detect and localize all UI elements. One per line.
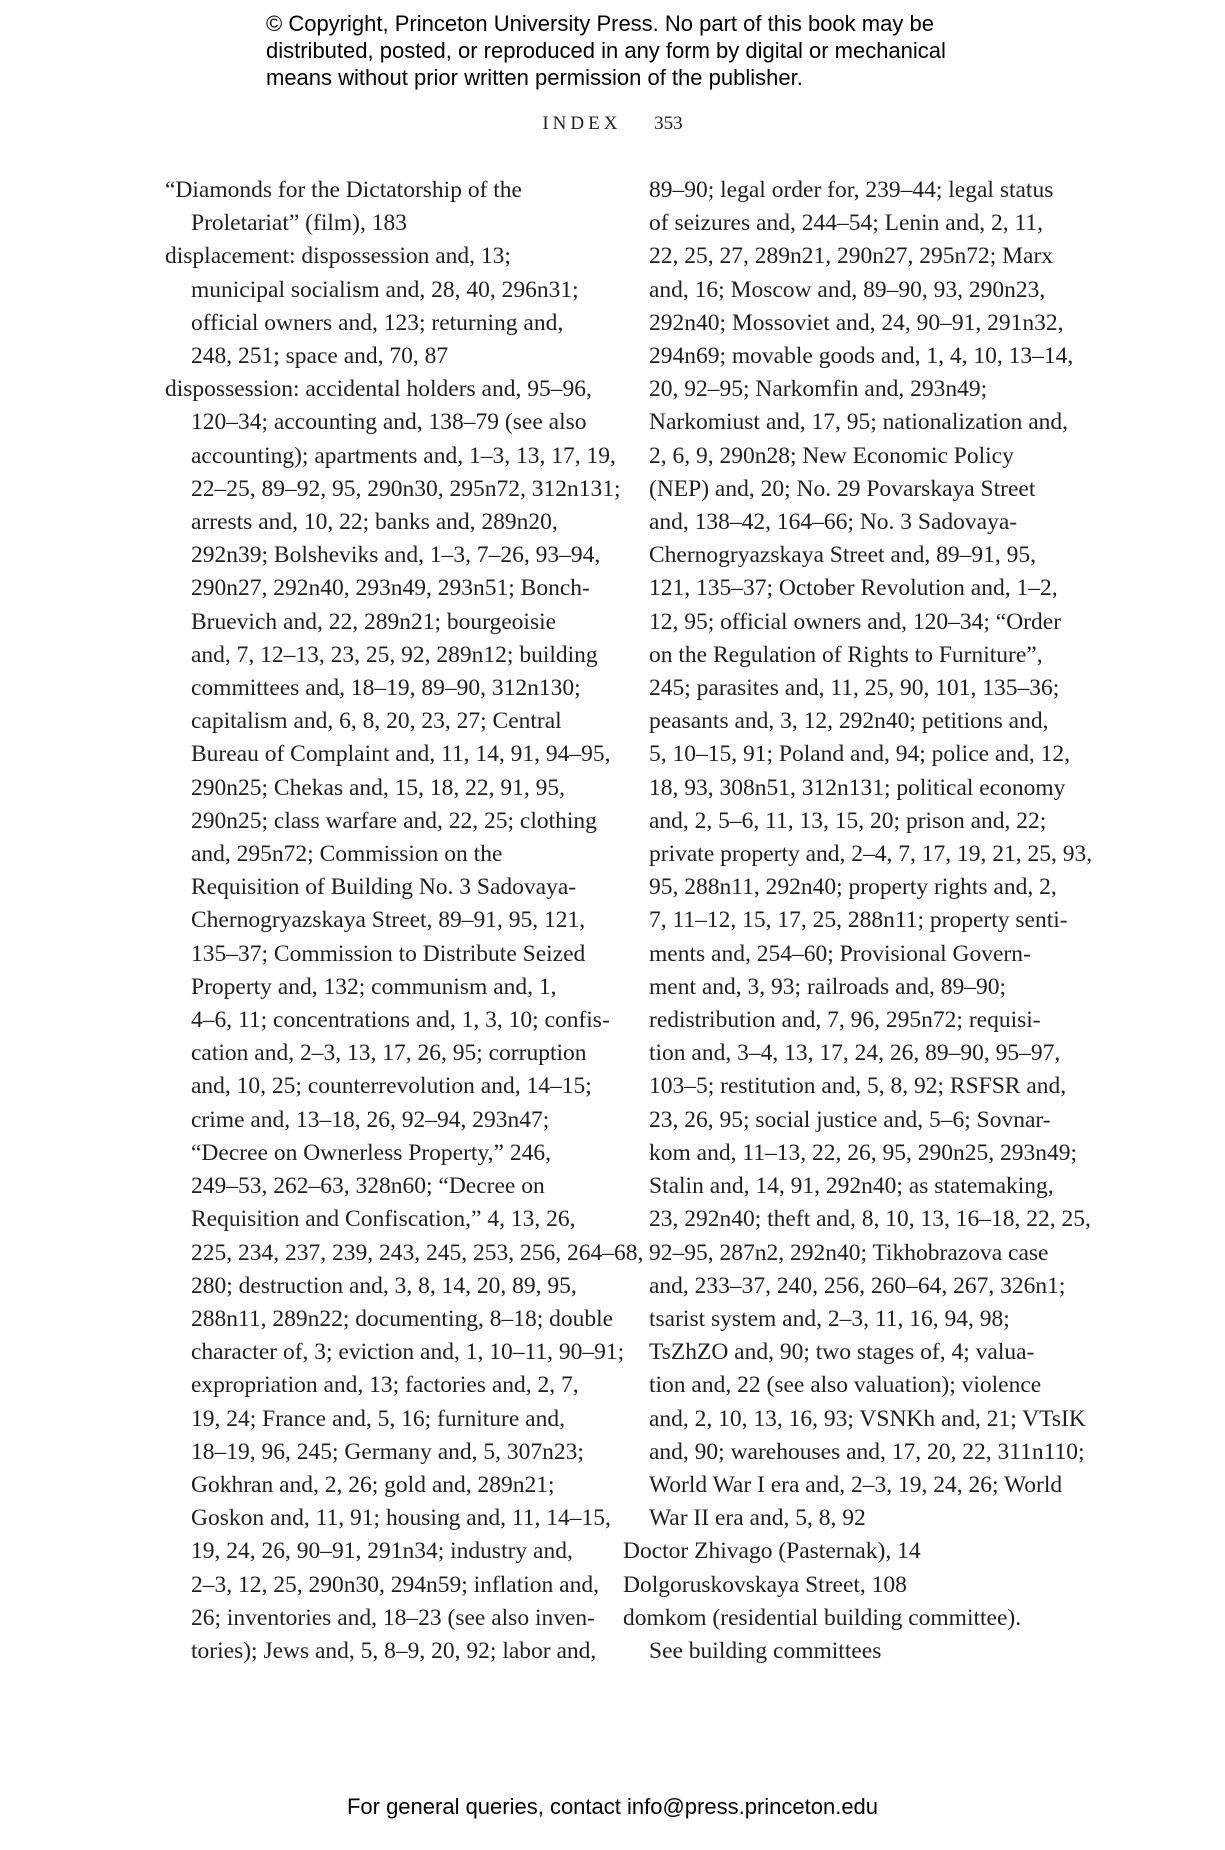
index-line: tion and, 3–4, 13, 17, 24, 26, 89–90, 95–97, (649, 1040, 1061, 1067)
index-line: arrests and, 10, 22; banks and, 289n20, (191, 509, 558, 536)
index-line: See building committees (649, 1637, 882, 1664)
index-line: “Decree on Ownerless Property,” 246, (191, 1139, 551, 1166)
index-line: accounting); apartments and, 1–3, 13, 17, 19, (191, 442, 616, 469)
copyright-notice: © Copyright, Princeton University Press. No part of this book may be distributed, posted, or reproduced in any form by digital or mechanical means without prior written permission of the publisher. (266, 11, 946, 90)
index-line: and, 10, 25; counterrevolution and, 14–15; (191, 1073, 592, 1100)
index-line: 2–3, 12, 25, 290n30, 294n59; inflation and, (191, 1571, 599, 1598)
index-line: tories); Jews and, 5, 8–9, 20, 92; labor and, (191, 1637, 597, 1664)
index-line: Bruevich and, 22, 289n21; bourgeoisie (191, 608, 557, 635)
index-line: War II era and, 5, 8, 92 (649, 1505, 866, 1532)
index-line: 121, 135–37; October Revolution and, 1–2, (649, 575, 1058, 602)
index-line: Proletariat” (film), 183 (191, 210, 407, 237)
index-line: 18, 93, 308n51, 312n131; political economy (649, 774, 1066, 801)
index-line: private property and, 2–4, 7, 17, 19, 21, 25, 93, (649, 841, 1093, 868)
index-line: 7, 11–12, 15, 17, 25, 288n11; property senti- (649, 907, 1068, 934)
index-line: 288n11, 289n22; documenting, 8–18; double (191, 1305, 614, 1332)
index-line: crime and, 13–18, 26, 92–94, 293n47; (191, 1106, 550, 1133)
index-line: Chernogryazskaya Street and, 89–91, 95, (649, 542, 1036, 569)
index-line: TsZhZO and, 90; two stages of, 4; valua- (649, 1339, 1035, 1366)
index-column-left (165, 174, 644, 1668)
index-line: Bureau of Complaint and, 11, 14, 91, 94–95, (191, 741, 611, 768)
index-line: ments and, 254–60; Provisional Govern- (649, 940, 1031, 967)
index-line: 5, 10–15, 91; Poland and, 94; police and, 12, (649, 741, 1070, 768)
index-line: and, 16; Moscow and, 89–90, 93, 290n23, (649, 276, 1046, 303)
index-line: and, 90; warehouses and, 17, 20, 22, 311n110; (649, 1438, 1085, 1465)
index-line: Property and, 132; communism and, 1, (191, 973, 557, 1000)
index-line: 23, 26, 95; social justice and, 5–6; Sovnar- (649, 1106, 1051, 1133)
index-line: 245; parasites and, 11, 25, 90, 101, 135–36; (649, 675, 1060, 702)
index-line: and, 138–42, 164–66; No. 3 Sadovaya- (649, 509, 1018, 536)
index-line: municipal socialism and, 28, 40, 296n31; (191, 276, 579, 303)
index-line: cation and, 2–3, 13, 17, 26, 95; corruption (191, 1040, 587, 1067)
index-line: 225, 234, 237, 239, 243, 245, 253, 256, 264–68, (191, 1239, 644, 1266)
index-line: Dolgoruskovskaya Street, 108 (623, 1571, 907, 1598)
index-line: 290n27, 292n40, 293n49, 293n51; Bonch- (191, 575, 590, 602)
index-line: 248, 251; space and, 70, 87 (191, 343, 449, 370)
index-line: 103–5; restitution and, 5, 8, 92; RSFSR and, (649, 1073, 1067, 1100)
index-line: 18–19, 96, 245; Germany and, 5, 307n23; (191, 1438, 584, 1465)
index-line: 19, 24, 26, 90–91, 291n34; industry and, (191, 1538, 573, 1565)
index-line: ment and, 3, 93; railroads and, 89–90; (649, 973, 1006, 1000)
index-line: Chernogryazskaya Street, 89–91, 95, 121, (191, 907, 586, 934)
index-line: and, 7, 12–13, 23, 25, 92, 289n12; building (191, 641, 598, 668)
index-line: 292n39; Bolsheviks and, 1–3, 7–26, 93–94, (191, 542, 601, 569)
index-line: expropriation and, 13; factories and, 2, 7, (191, 1372, 579, 1399)
index-line: and, 295n72; Commission on the (191, 841, 503, 868)
index-line: peasants and, 3, 12, 292n40; petitions and, (649, 708, 1049, 735)
index-line: 23, 292n40; theft and, 8, 10, 13, 16–18, 22, 25, (649, 1206, 1091, 1233)
index-line: 292n40; Mossoviet and, 24, 90–91, 291n32, (649, 309, 1064, 336)
index-line: 95, 288n11, 292n40; property rights and, 2, (649, 874, 1057, 901)
index-line: 290n25; class warfare and, 22, 25; clothing (191, 807, 597, 834)
index-line: Goskon and, 11, 91; housing and, 11, 14–15, (191, 1505, 611, 1532)
footer-contact: For general queries, contact info@press.princeton.edu (346, 1794, 879, 1819)
index-line: committees and, 18–19, 89–90, 312n130; (191, 675, 581, 702)
index-line: kom and, 11–13, 22, 26, 95, 290n25, 293n49; (649, 1139, 1077, 1166)
index-line: “Diamonds for the Dictatorship of the (165, 177, 522, 203)
index-line: World War I era and, 2–3, 19, 24, 26; World (649, 1471, 1063, 1498)
index-line: redistribution and, 7, 96, 295n72; requisi- (649, 1007, 1041, 1034)
index-line: Stalin and, 14, 91, 292n40; as statemaking, (649, 1173, 1054, 1200)
index-line: capitalism and, 6, 8, 20, 23, 27; Central (191, 708, 562, 735)
index-line: 249–53, 262–63, 328n60; “Decree on (191, 1173, 545, 1200)
index-line: and, 233–37, 240, 256, 260–64, 267, 326n1; (649, 1272, 1066, 1299)
index-line: of seizures and, 244–54; Lenin and, 2, 11, (649, 210, 1043, 237)
index-line: 135–37; Commission to Distribute Seized (191, 940, 586, 967)
index-line: Doctor Zhivago (Pasternak), 14 (623, 1538, 921, 1565)
index-line: Requisition of Building No. 3 Sadovaya- (191, 874, 577, 901)
index-line: character of, 3; eviction and, 1, 10–11, 90–91; (191, 1339, 625, 1366)
index-line: and, 2, 10, 13, 16, 93; VSNKh and, 21; VTsIK (649, 1405, 1086, 1432)
index-line: (NEP) and, 20; No. 29 Povarskaya Street (649, 475, 1036, 502)
index-line: tion and, 22 (see also valuation); violence (649, 1372, 1042, 1399)
index-line: official owners and, 123; returning and, (191, 309, 564, 336)
index-line: 4–6, 11; concentrations and, 1, 3, 10; confis- (191, 1007, 610, 1034)
page-number: 353 (654, 113, 683, 134)
index-column-right (623, 174, 1093, 1668)
index-line: 12, 95; official owners and, 120–34; “Order (649, 608, 1062, 635)
index-line: 22, 25, 27, 289n21, 290n27, 295n72; Marx (649, 243, 1054, 270)
index-line: Gokhran and, 2, 26; gold and, 289n21; (191, 1471, 555, 1498)
index-line: and, 2, 5–6, 11, 13, 15, 20; prison and, 22; (649, 807, 1047, 834)
index-line: 26; inventories and, 18–23 (see also inven- (191, 1604, 595, 1631)
index-line: 19, 24; France and, 5, 16; furniture and, (191, 1405, 565, 1432)
index-line: tsarist system and, 2–3, 11, 16, 94, 98; (649, 1305, 1010, 1332)
index-line: 20, 92–95; Narkomfin and, 293n49; (649, 376, 988, 403)
index-line: displacement: dispossession and, 13; (165, 243, 511, 270)
index-line: 92–95, 287n2, 292n40; Tikhobrazova case (649, 1239, 1049, 1266)
index-line: Narkomiust and, 17, 95; nationalization and, (649, 409, 1068, 436)
index-line: 290n25; Chekas and, 15, 18, 22, 91, 95, (191, 774, 566, 801)
index-line: 280; destruction and, 3, 8, 14, 20, 89, 95, (191, 1272, 577, 1299)
running-head-label: INDEX (542, 113, 622, 134)
index-line: dispossession: accidental holders and, 95–96, (165, 376, 592, 403)
index-line: 22–25, 89–92, 95, 290n30, 295n72, 312n131; (191, 475, 621, 502)
index-line: 2, 6, 9, 290n28; New Economic Policy (649, 442, 1014, 469)
index-line: 120–34; accounting and, 138–79 (see also (191, 409, 587, 436)
index-line: on the Regulation of Rights to Furniture”, (649, 641, 1043, 668)
index-line: Requisition and Confiscation,” 4, 13, 26, (191, 1206, 576, 1233)
running-head (0, 113, 1225, 135)
index-line: domkom (residential building committee). (623, 1604, 1022, 1631)
index-line: 294n69; movable goods and, 1, 4, 10, 13–14, (649, 343, 1074, 370)
index-line: 89–90; legal order for, 239–44; legal status (649, 177, 1054, 203)
